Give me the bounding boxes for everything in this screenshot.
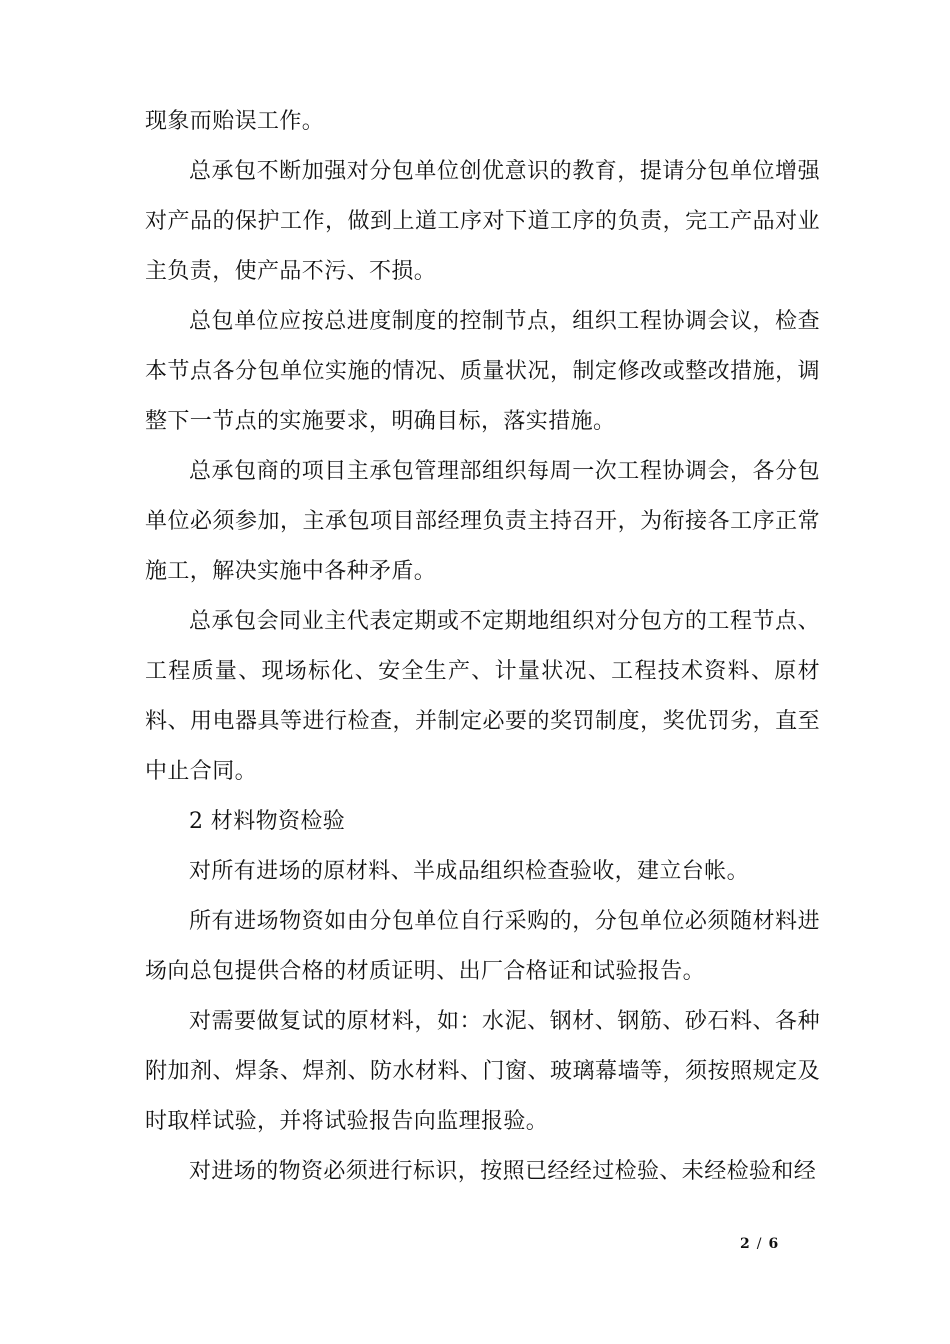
paragraph: 所有进场物资如由分包单位自行采购的，分包单位必须随材料进场向总包提供合格的材质证明、出厂合格证和试验报告。 (145, 909, 820, 984)
document-body (145, 97, 820, 1197)
current-page-number: 2 (740, 1236, 751, 1252)
page-number-separator: / (756, 1236, 763, 1252)
paragraph: 总包单位应按总进度制度的控制节点，组织工程协调会议，检查本节点各分包单位实施的情况、质量状况，制定修改或整改措施，调整下一节点的实施要求，明确目标，落实措施。 (145, 309, 820, 434)
paragraph: 对进场的物资必须进行标识，按照已经经过检验、未经检验和经 (189, 1159, 817, 1184)
page-number (740, 1236, 779, 1252)
paragraph: 总承包不断加强对分包单位创优意识的教育，提请分包单位增强对产品的保护工作，做到上道工序对下道工序的负责，完工产品对业主负责，使产品不污、不损。 (145, 159, 820, 284)
total-page-count: 6 (768, 1236, 780, 1252)
paragraph: 总承包商的项目主承包管理部组织每周一次工程协调会，各分包单位必须参加，主承包项目部经理负责主持召开，为衔接各工序正常施工，解决实施中各种矛盾。 (145, 459, 820, 584)
paragraph: 对所有进场的原材料、半成品组织检查验收，建立台帐。 (189, 859, 750, 884)
paragraph: 总承包会同业主代表定期或不定期地组织对分包方的工程节点、工程质量、现场标化、安全生产、计量状况、工程技术资料、原材料、用电器具等进行检查，并制定必要的奖罚制度，奖优罚劣，直至中止合同。 (145, 609, 820, 784)
paragraph-continuation: 现象而贻误工作。 (145, 109, 325, 134)
paragraph: 对需要做复试的原材料，如：水泥、钢材、钢筋、砂石料、各种附加剂、焊条、焊剂、防水材料、门窗、玻璃幕墙等，须按照规定及时取样试验，并将试验报告向监理报验。 (145, 1009, 820, 1134)
section-heading: 2 材料物资检验 (189, 809, 346, 834)
